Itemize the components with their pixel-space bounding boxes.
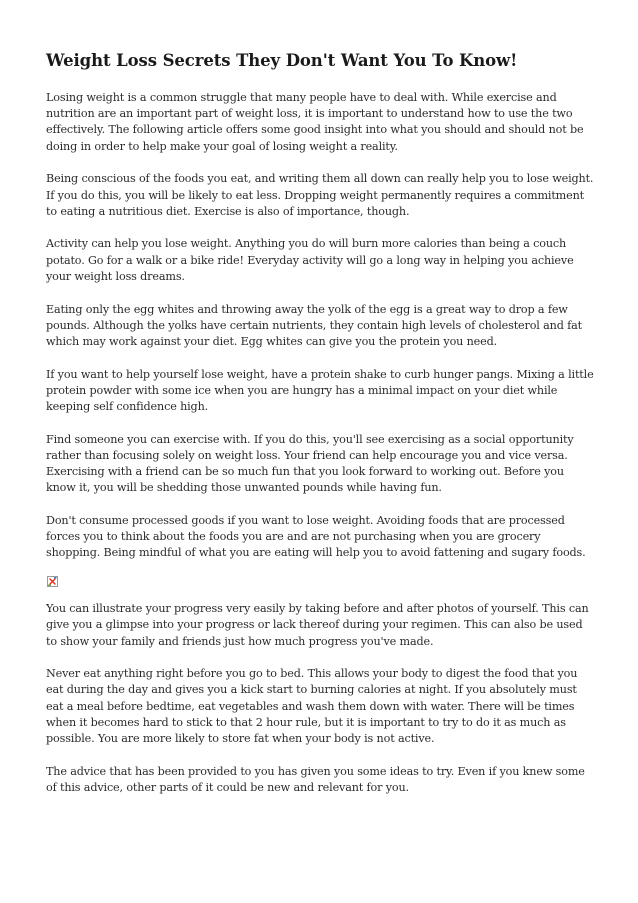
paragraph-progress-photos: You can illustrate your progress very easily by taking before and after photos of yourself. This can give you a glimpse into your progress or lack thereof during your regimen. This can also be used to show your family and friends just how much progress you've made.: [46, 602, 589, 648]
paragraph-activity: Activity can help you lose weight. Anything you do will burn more calories than being a couch potato. Go for a walk or a bike ride! Everyday activity will go a long way in helping you achieve your weight loss dreams.: [46, 237, 574, 283]
paragraph-egg-whites: Eating only the egg whites and throwing away the yolk of the egg is a great way to drop a few pounds. Although the yolks have certain nutrients, they contain high levels of cholesterol and fat which may work against your diet. Egg whites can give you the protein you need.: [46, 302, 582, 348]
broken-image-icon: [47, 576, 58, 587]
paragraph-protein-shake: If you want to help yourself lose weight, have a protein shake to curb hunger pangs. Mixing a little protein powder with some ice when you are hungry has a minimal impact on your diet while keeping self confidence high.: [46, 367, 594, 414]
paragraph-conclusion: The advice that has been provided to you has given you some ideas to try. Even if you knew some of this advice, other parts of it could be new and relevant for you.: [46, 764, 585, 794]
page-title: Weight Loss Secrets They Don't Want You To Know!: [46, 51, 518, 70]
paragraph-intro: Losing weight is a common struggle that many people have to deal with. While exercise and nutrition are an important part of weight loss, it is important to understand how to use the two effectively. The following article offers some good insight into what you should and should not be doing in order to help make your goal of losing weight a reality.: [46, 91, 584, 153]
paragraph-processed-foods: Don't consume processed goods if you want to lose weight. Avoiding foods that are processed forces you to think about the foods you are and are not purchasing when you are grocery shopping. Being mindful of what you are eating will help you to avoid fattening and sugary foods.: [46, 514, 586, 560]
paragraph-bedtime-eating: Never eat anything right before you go to bed. This allows your body to digest the food that you eat during the day and gives you a kick start to burning calories at night. If you absolutely must eat a meal before bedtime, eat vegetables and wash them down with water. There will be times when it becomes hard to stick to that 2 hour rule, but it is important to try to do it as much as possible. You are more likely to store fat when your body is not active.: [46, 667, 578, 746]
paragraph-exercise-partner: Find someone you can exercise with. If you do this, you'll see exercising as a social opportunity rather than focusing solely on weight loss. Your friend can help encourage you and vice versa. Exercising with a friend can be so much fun that you look forward to working out. Before you know it, you will be shedding those unwanted pounds while having fun.: [46, 432, 574, 495]
article-body: [46, 50, 594, 813]
paragraph-food-journal: Being conscious of the foods you eat, and writing them all down can really help you to lose weight. If you do this, you will be likely to eat less. Dropping weight permanently requires a commitment to eating a nutritious diet. Exercise is also of importance, though.: [46, 172, 594, 218]
